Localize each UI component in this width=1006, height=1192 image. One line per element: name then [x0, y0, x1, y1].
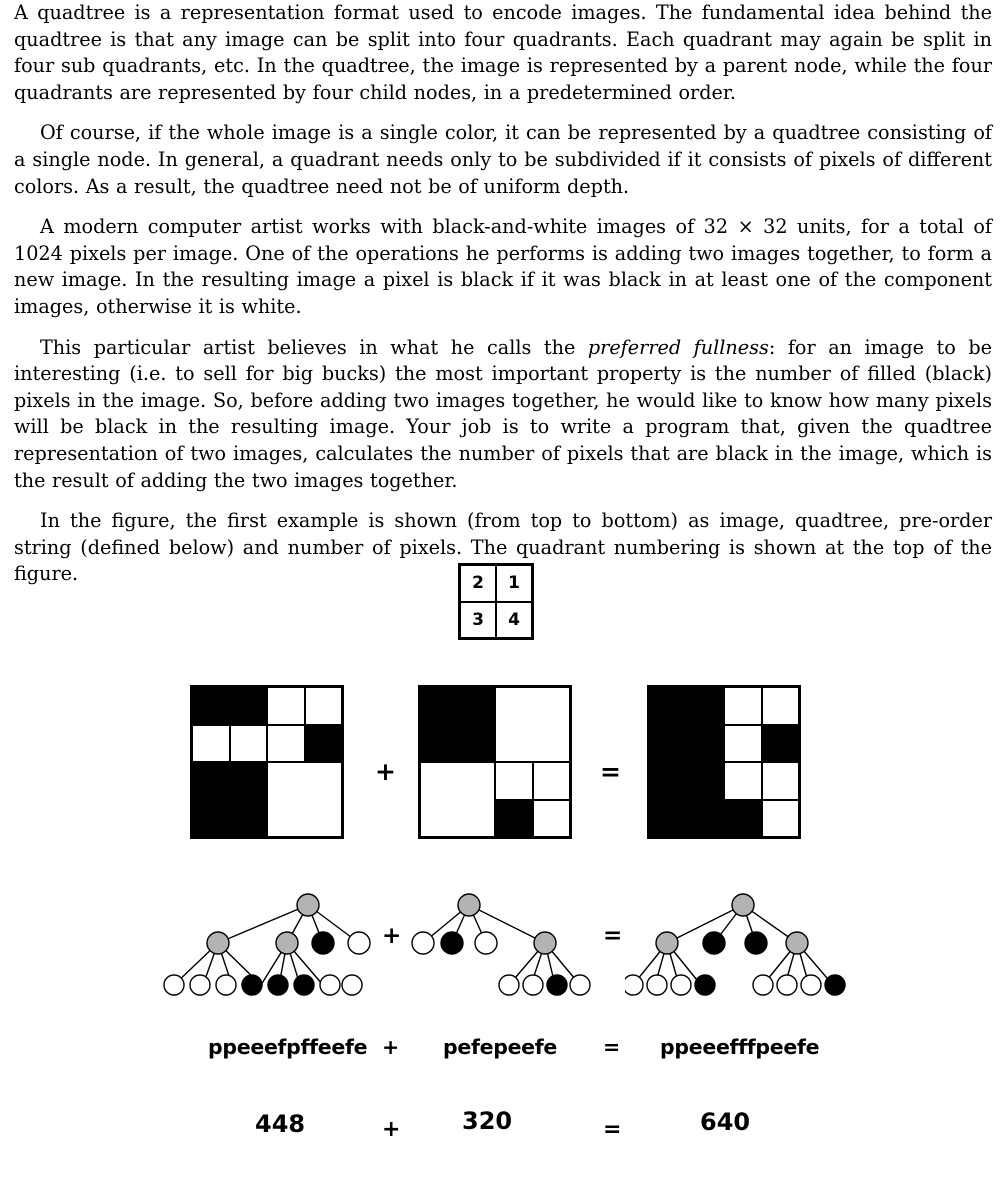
- preorder-string-first: ppeeefpffeefe: [208, 1035, 368, 1059]
- paragraph-4-after: : for an image to be interesting (i.e. to sell for big bucks) the most important property is the number of filled (black) pixels in the image. So, before adding two images together, he would like to know how many pixels will be black in the resulting image. Your job is to write a program that, given the quadtree representation of two images, calculates the number of pixels that are black in the image, which is the result of adding the two images together.: [14, 335, 992, 492]
- image-cell: [192, 687, 230, 725]
- paragraph-2: Of course, if the whole image is a single color, it can be represented by a quadtree consisting of a single node. In general, a quadrant needs only to be subdivided if it consists of pixels of different colors. As a result, the quadtree need not be of uniform depth.: [14, 121, 992, 198]
- image-cell: [420, 687, 495, 762]
- image-cell: [724, 800, 762, 838]
- plus-operator-images: +: [375, 757, 396, 786]
- image-cell: [267, 725, 305, 763]
- quadtree-second: [405, 880, 605, 1005]
- image-result: [647, 685, 801, 839]
- quadtree-result: [625, 880, 855, 1005]
- image-cell: [762, 762, 800, 800]
- paragraph-4: [14, 335, 992, 495]
- paragraph-4-before: This particular artist believes in what he calls the: [40, 335, 588, 359]
- quadtree-figure: [160, 545, 860, 1165]
- paragraph-5: In the figure, the first example is shown (from top to bottom) as image, quadtree, pre-order string (defined below) and number of pixels. The quadrant numbering is shown at the top of the figure.: [14, 509, 992, 586]
- image-cell: [762, 800, 800, 838]
- image-cell: [495, 762, 533, 800]
- image-cell: [649, 762, 724, 837]
- image-cell: [267, 762, 342, 837]
- plus-operator-trees: +: [382, 923, 402, 949]
- paragraph-3: A modern computer artist works with black-and-white images of 32 × 32 units, for a total of 1024 pixels per image. One of the operations he performs is adding two images together, to form a new image. In the resulting image a pixel is black if it was black in at least one of the component images, otherwise it is white.: [14, 215, 992, 318]
- image-cell: [649, 687, 724, 762]
- image-cell: [267, 687, 305, 725]
- quadtree-first: [160, 880, 380, 1005]
- pixel-count-result: 640: [700, 1108, 751, 1136]
- equals-operator-trees: =: [603, 923, 623, 949]
- quadrant-numbering-box: [458, 563, 534, 640]
- image-cell: [305, 687, 343, 725]
- paragraph-1: A quadtree is a representation format used to encode images. The fundamental idea behind the quadtree is that any image can be split into four quadrants. Each quadrant may again be split in four sub quadrants, etc. In the quadtree, the image is represented by a parent node, while the four quadrants are represented by four child nodes, in a predetermined order.: [14, 1, 992, 104]
- image-first-wrap: [190, 685, 344, 839]
- image-cell: [192, 762, 267, 837]
- equals-operator-counts: =: [603, 1117, 622, 1142]
- equals-operator-strings: =: [603, 1035, 620, 1059]
- paragraph-4-italic: preferred fullness: [587, 335, 769, 359]
- equals-operator-images: =: [600, 757, 621, 786]
- quadrant-label-3: 3: [460, 602, 496, 639]
- image-cell: [305, 725, 343, 763]
- image-cell: [762, 687, 800, 725]
- image-first: [190, 685, 344, 839]
- image-cell: [420, 762, 495, 837]
- image-second-wrap: [418, 685, 572, 839]
- image-cell: [230, 725, 268, 763]
- image-cell: [724, 725, 762, 763]
- image-cell: [495, 687, 570, 762]
- quadrant-label-2: 2: [460, 565, 496, 602]
- image-result-wrap: [647, 685, 801, 839]
- image-cell: [192, 725, 230, 763]
- image-cell: [495, 800, 533, 838]
- image-cell: [724, 762, 762, 800]
- image-second: [418, 685, 572, 839]
- pixel-count-second: 320: [462, 1107, 513, 1135]
- quadrant-label-1: 1: [496, 565, 532, 602]
- plus-operator-counts: +: [382, 1117, 401, 1142]
- quadrant-label-4: 4: [496, 602, 532, 639]
- preorder-string-second: pefepeefe: [443, 1035, 558, 1059]
- prose-body: [14, 0, 992, 602]
- image-cell: [533, 800, 571, 838]
- image-cell: [533, 762, 571, 800]
- pixel-count-first: 448: [255, 1110, 306, 1138]
- image-cell: [230, 687, 268, 725]
- plus-operator-strings: +: [382, 1035, 399, 1059]
- image-cell: [762, 725, 800, 763]
- preorder-string-result: ppeeefffpeefe: [660, 1035, 820, 1059]
- image-cell: [724, 687, 762, 725]
